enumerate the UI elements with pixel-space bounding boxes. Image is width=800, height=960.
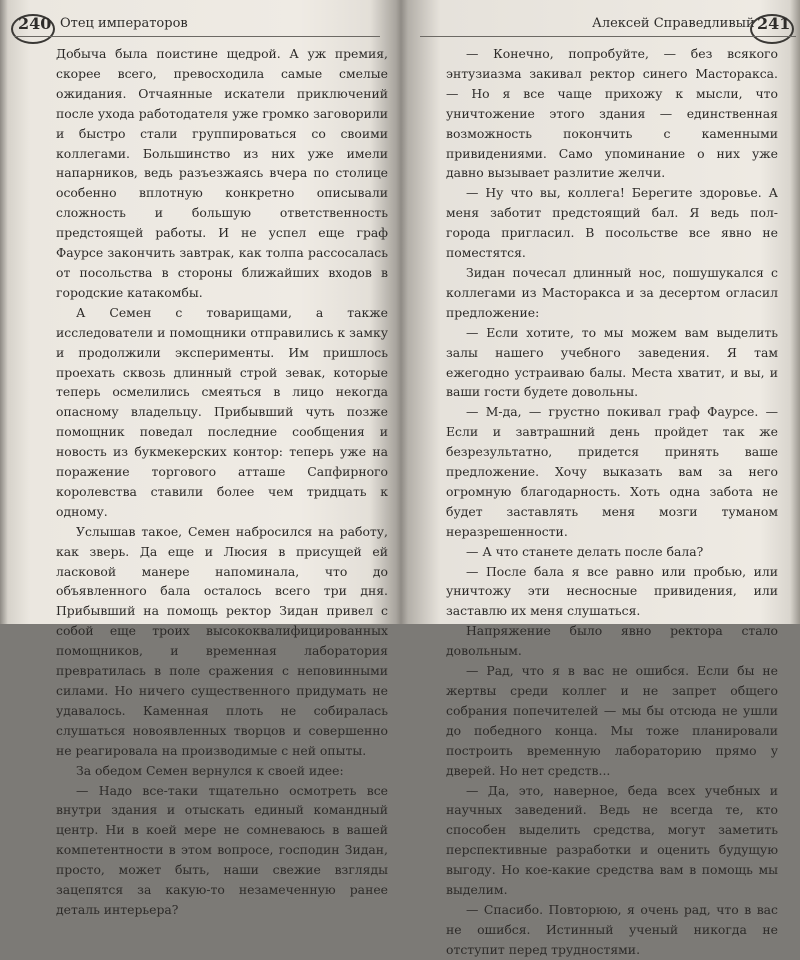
paragraph: Услышав такое, Семен набросился на работу, как зверь. Да еще и Люсия в присущей ей ласковой манере напоминала, что до объявленного бала осталось всего три дня. Прибывший на помощь ректор Зидан привел с собой еще троих высококвалифицированных помощников, и временная лаборатория превратилась в поле сражения с неповинными силами. Но ничего существенного придумать не удавалось. Каменная плоть не собиралась слушаться новоявленных творцов и совершенно не реагировала на производимые с ней опыты. <box>56 523 388 758</box>
paragraph: — Да, это, наверное, беда всех учебных и научных заведений. Ведь не всегда те, кто способен выделить средства, могут заметить перспективные разработки и оценить будущую выгоду. Но кое-какие средства вам в помощь мы выделим. <box>446 782 778 898</box>
paragraph: — Конечно, попробуйте, — без всякого энтузиазма закивал ректор синего Масторакса. — Но я все чаще прихожу к мысли, что уничтожение этого здания — единственная возможность покончить с каменными привидениями. Само упоминание о них уже давно вызывает разлитие желчи. <box>446 46 778 181</box>
paragraph: Добыча была поистине щедрой. А уж премия, скорее всего, превосходила самые смелые ожидания. Отчаянные искатели приключений после ухода работодателя уже громко заговорили и быстро стали группироваться со своими коллегами. Большинство из них уже имели напарников, ведь разъезжаясь вчера по столице особенно вплотную конкретно описывали сложность и большую ответственность предстоящей работы. И не успел еще граф Фаурсе закончить завтрак, как толпа рассосалась от посольства в стороны ближайших входов в городские катакомбы. <box>56 46 388 300</box>
paragraph: — Надо все-таки тщательно осмотреть все внутри здания и отыскать единый командный центр. Ни в коей мере не сомневаюсь в вашей компетентности в этом вопросе, господин Зидан, просто, может быть, наши свежие взгляды зацепятся за какую-то незамеченную ранее деталь интерьера? <box>56 782 388 917</box>
left-header-rule <box>14 36 380 37</box>
left-running-title: Отец императоров <box>60 16 188 31</box>
left-page-text <box>56 44 388 920</box>
paragraph: Напряжение было явно ректора стало довольным. <box>446 623 778 659</box>
left-page-number: 240 <box>18 14 52 33</box>
right-running-title: Алексей Справедливый <box>592 16 755 31</box>
paragraph: — Если хотите, то мы можем вам выделить залы нашего учебного заведения. Я там ежегодно устраиваю балы. Места хватит, и вы, и ваши гости будете довольны. <box>446 324 778 400</box>
paragraph: — Спасибо. Повторюю, я очень рад, что в вас не ошибся. Истинный ученый никогда не отступит перед трудностями. <box>446 901 778 957</box>
paragraph: За обедом Семен вернулся к своей идее: <box>76 762 344 778</box>
paragraph: — Рад, что я в вас не ошибся. Если бы не жертвы среди коллег и не запрет общего собрания попечителей — мы бы отсюда не ушли до победного конца. Мы тоже планировали построить временную лабораторию прямо у дверей. Но нет средств... <box>446 663 778 778</box>
right-page <box>400 0 800 957</box>
right-header-rule <box>420 36 796 37</box>
right-page-number: 241 <box>757 14 791 33</box>
paragraph: — М-да, — грустно покивал граф Фаурсе. — Если и завтрашний день пройдет так же безрезультатно, придется принять ваше предложение. Хочу выказать вам за него огромную благодарность. Хоть одна забота не будет заставлять меня мозги туманом неразрешенности. <box>446 404 778 539</box>
paragraph: А Семен с товарищами, а также исследователи и помощники отправились к замку и продолжили эксперименты. Им пришлось проехать сквозь длинный строй зевак, которые теперь осмелились смеяться в лицо некогда опасному владельцу. Прибывший чуть позже помощник поведал последние сообщения и новость из букмекерских контор: теперь уже на поражение торгового атташе Сапфирного королевства ставили более чем тридцать к одному. <box>56 304 388 519</box>
paragraph: — После бала я все равно или пробью, или уничтожу эти несносные привидения, или заставлю их меня слушаться. <box>446 563 778 619</box>
left-page <box>0 0 400 917</box>
paragraph: — А что станете делать после бала? <box>466 543 704 559</box>
right-page-text <box>446 44 778 960</box>
paragraph: — Ну что вы, коллега! Берегите здоровье. А меня заботит предстоящий бал. Я ведь пол-города пригласил. В посольстве все явно не поместятся. <box>446 185 778 261</box>
paragraph: Зидан почесал длинный нос, пошушукался с коллегами из Масторакса и за десертом огласил предложение: <box>446 264 778 320</box>
